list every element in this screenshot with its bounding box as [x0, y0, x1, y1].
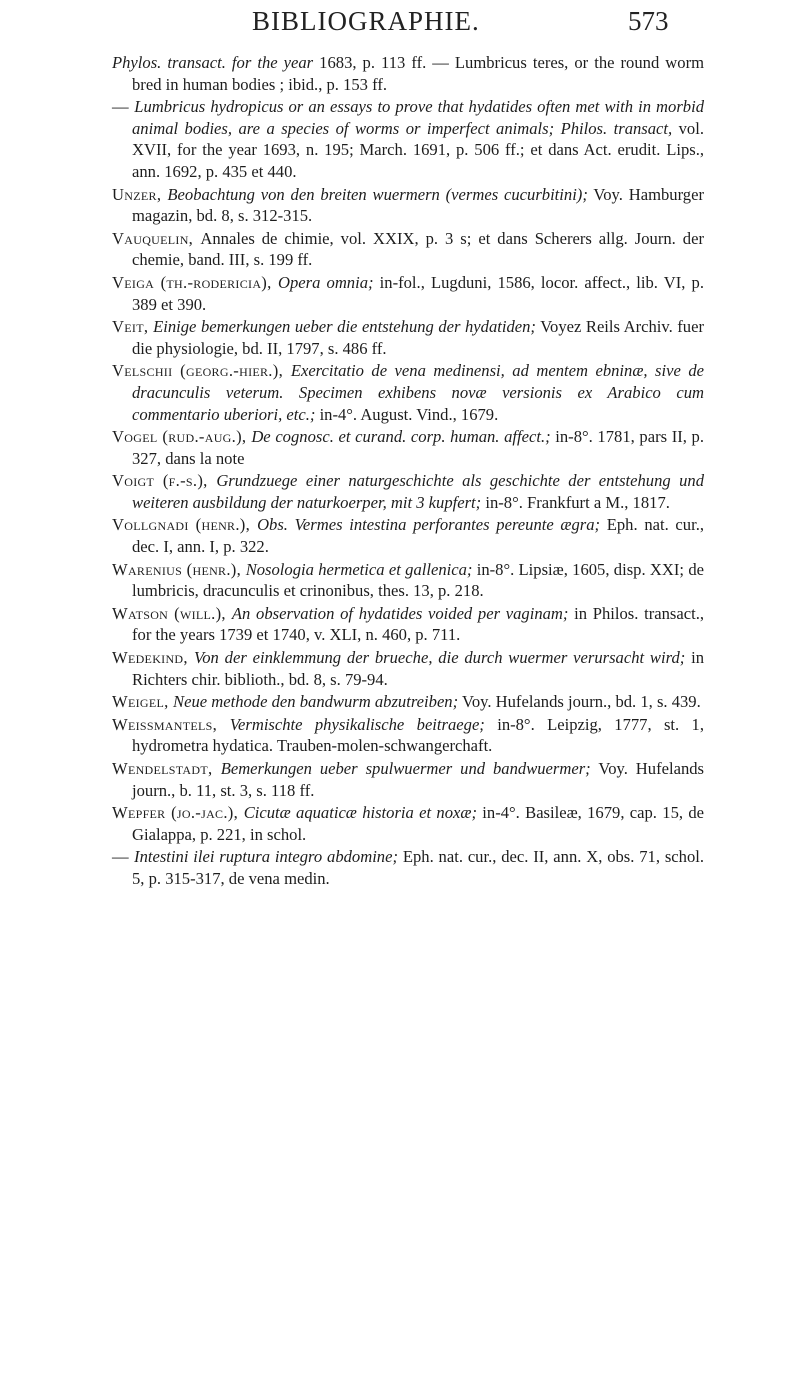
- bibliography-entry: [112, 360, 704, 425]
- entry-author: —: [112, 847, 135, 867]
- bibliography-entry: [112, 96, 704, 182]
- entry-title: Exercitatio de vena medinensi, ad mentem ebninæ, sive de dracunculis veterum. Specimen exhibens novæ versionis ex Arabico cum commentario uberiori, etc.;: [132, 361, 704, 424]
- entry-title: An observation of hydatides voided per vaginam;: [231, 603, 569, 623]
- bibliography-entry: [112, 758, 704, 801]
- entry-details: in Richters chir. biblioth., bd. 8, s. 79-94.: [132, 648, 705, 689]
- entry-title: Vermischte physikalische beitraege;: [229, 714, 485, 734]
- entry-title: Von der einklemmung der brueche, die durch wuermer verursacht wird;: [193, 648, 686, 668]
- entry-details: Voy. Hufelands journ., bd. 1, s. 439.: [458, 692, 701, 712]
- entry-title: Bemerkungen ueber spulwuermer und bandwuermer;: [220, 759, 591, 778]
- running-head: [0, 4, 800, 42]
- entry-title: Grundzuege einer naturgeschichte als geschichte der entstehung und weiteren ausbildung der naturkoerper, mit 3 kupfert;: [132, 471, 704, 512]
- entry-title: Einige bemerkungen ueber die entstehung der hydatiden;: [153, 317, 536, 337]
- entry-details: Voy. Hamburger magazin, bd. 8, s. 312-315.: [132, 184, 704, 226]
- entry-title: Phylos. transact. for the year: [112, 53, 314, 72]
- bibliography-entry: [112, 52, 704, 95]
- entry-author: Warenius (henr.),: [112, 559, 246, 579]
- entry-title: Intestini ilei ruptura integro abdomine;: [134, 847, 398, 867]
- entry-author: Veiga (th.-rodericia),: [112, 272, 278, 292]
- entry-details: in Philos. transact., for the years 1739 et 1740, v. XLI, n. 460, p. 711.: [132, 603, 705, 645]
- entry-details: in-4°. August. Vind., 1679.: [315, 404, 499, 424]
- entry-details: Eph. nat. cur., dec. II, ann. X, obs. 71, schol. 5, p. 315-317, de vena medin.: [132, 847, 705, 888]
- entry-details: 1683, p. 113 ff. — Lumbricus teres, or the round worm bred in human bodies ; ibid., p. 153 ff.: [132, 53, 704, 94]
- page-number: 573: [628, 6, 669, 36]
- entry-details: in-4°. Basileæ, 1679, cap. 15, de Gialappa, p. 221, in schol.: [132, 803, 704, 844]
- bibliography-entry: [112, 559, 704, 602]
- entry-title: Nosologia hermetica et gallenica;: [245, 559, 473, 579]
- entry-details: in-8°. Leipzig, 1777, st. 1, hydrometra hydatica. Trauben-molen-schwangerchaft.: [132, 714, 704, 756]
- entry-author: —: [112, 97, 135, 117]
- entry-author: Wepfer (jo.-jac.),: [112, 803, 244, 823]
- bibliography-list: [112, 52, 704, 891]
- bibliography-entry: [112, 714, 704, 757]
- entry-details: Eph. nat. cur., dec. I, ann. I, p. 322.: [132, 515, 704, 557]
- entry-author: Vollgnadi (henr.),: [112, 515, 258, 535]
- entry-details: in-fol., Lugduni, 1586, locor. affect., lib. VI, p. 389 et 390.: [132, 272, 704, 314]
- entry-details: in-8°. Frankfurt a M., 1817.: [481, 492, 670, 512]
- entry-title: De cognosc. et curand. corp. human. affect.;: [251, 427, 551, 447]
- entry-author: Vogel (rud.-aug.),: [112, 427, 252, 447]
- entry-author: Wedekind,: [112, 648, 194, 668]
- bibliography-entry: [112, 272, 704, 315]
- bibliography-entry: [112, 846, 704, 889]
- entry-author: Vauquelin,: [112, 228, 201, 248]
- entry-details: vol. XVII, for the year 1693, n. 195; March. 1691, p. 506 ff.; et dans Act. erudit. Lips., ann. 1692, p. 435 et 440.: [132, 118, 704, 181]
- running-title: BIBLIOGRAPHIE.: [252, 6, 480, 36]
- entry-details: in-8°. Lipsiæ, 1605, disp. XXI; de lumbricis, dracunculis et crinonibus, thes. 13, p. 218.: [132, 559, 704, 601]
- entry-details: Voy. Hufelands journ., b. 11, st. 3, s. 118 ff.: [132, 759, 705, 800]
- entry-title: Cicutæ aquaticæ historia et noxæ;: [243, 803, 477, 823]
- entry-author: Veit,: [112, 317, 154, 337]
- entry-author: Watson (will.),: [112, 603, 232, 623]
- entry-title: Opera omnia;: [278, 272, 374, 292]
- bibliography-entry: [112, 470, 704, 513]
- bibliography-entry: [112, 514, 704, 557]
- entry-title: Beobachtung von den breiten wuermern (vermes cucurbitini);: [167, 184, 588, 204]
- entry-author: Weissmantels,: [112, 714, 230, 734]
- entry-author: Unzer,: [112, 184, 168, 204]
- bibliography-entry: [112, 691, 704, 713]
- entry-author: Voigt (f.-s.),: [112, 471, 217, 491]
- bibliography-entry: [112, 228, 704, 271]
- entry-author: Weigel,: [112, 692, 174, 712]
- entry-details: in-8°. 1781, pars II, p. 327, dans la note: [132, 427, 704, 468]
- bibliography-entry: [112, 316, 704, 359]
- entry-title: Neue methode den bandwurm abzutreiben;: [173, 692, 459, 712]
- entry-details: Annales de chimie, vol. XXIX, p. 3 s; et dans Scherers allg. Journ. der chemie, band. III, s. 199 ff.: [132, 228, 704, 270]
- bibliography-entry: [112, 647, 704, 690]
- bibliography-entry: [112, 184, 704, 227]
- bibliography-entry: [112, 603, 704, 646]
- entry-details: Voyez Reils Archiv. fuer die physiologie, bd. II, 1797, s. 486 ff.: [132, 317, 704, 358]
- entry-title: Obs. Vermes intestina perforantes pereunte ægra;: [257, 515, 601, 535]
- bibliography-entry: [112, 426, 704, 469]
- entry-author: Wendelstadt,: [112, 759, 221, 778]
- bibliography-entry: [112, 802, 704, 845]
- entry-author: Velschii (georg.-hier.),: [112, 361, 291, 381]
- entry-title: Lumbricus hydropicus or an essays to prove that hydatides often met with in morbid animal bodies, are a species of worms or imperfect animals; Philos. transact,: [132, 97, 704, 138]
